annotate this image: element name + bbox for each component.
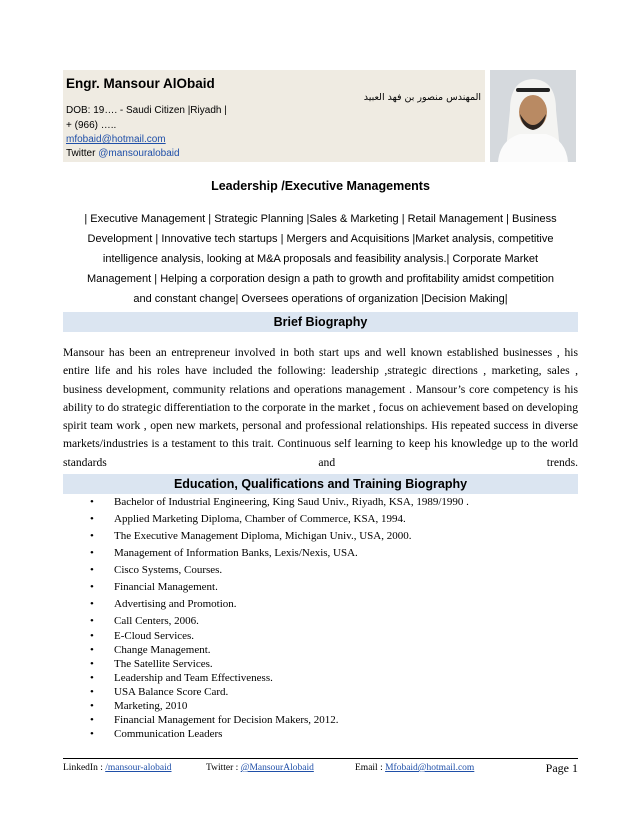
education-list bbox=[90, 496, 469, 742]
leadership-title: Leadership /Executive Managements bbox=[211, 179, 430, 193]
leadership-line: and constant change| Oversees operations of organization |Decision Making| bbox=[133, 293, 508, 305]
phone-line: + (966) ….. bbox=[66, 120, 117, 131]
list-item: • Management of Information Banks, Lexis/Nexis, USA. bbox=[90, 547, 469, 564]
list-item: • Advertising and Promotion. bbox=[90, 598, 469, 615]
person-name: Engr. Mansour AlObaid bbox=[66, 76, 215, 91]
list-item: • E-Cloud Services. bbox=[90, 630, 469, 644]
list-item: • Marketing, 2010 bbox=[90, 700, 469, 714]
footer-email bbox=[355, 763, 474, 773]
linkedin-link[interactable]: /mansour-alobaid bbox=[105, 763, 172, 773]
email-link[interactable]: mfobaid@hotmail.com bbox=[66, 134, 166, 145]
footer-email-label: Email : bbox=[355, 763, 383, 773]
biography-text: Mansour has been an entrepreneur involved in both start ups and well known established businesses , his entire life and his roles have included the following: leadership ,strategic directions , marketing, sales , business development, community relations and operations management . Mansour’s core competency is his ability to do strategic differentiation to the corporate in the market , focus on achievement based on developing spirit team work , open new markets, personal and professional relationships. His repeated success in diverse markets/industries is a testament to this trait. Continuous self learning to keep his knowledge up to the world standards and trends. bbox=[63, 346, 578, 469]
list-item: • Applied Marketing Diploma, Chamber of Commerce, KSA, 1994. bbox=[90, 513, 469, 530]
arabic-name: المهندس منصور بن فهد العبيد bbox=[363, 92, 481, 103]
footer-linkedin bbox=[63, 763, 172, 773]
footer-twitter-label: Twitter : bbox=[206, 763, 239, 773]
list-item: • The Satellite Services. bbox=[90, 658, 469, 672]
twitter-line bbox=[66, 148, 180, 159]
list-item: • Financial Management for Decision Makers, 2012. bbox=[90, 714, 469, 728]
list-item: • Financial Management. bbox=[90, 581, 469, 598]
leadership-line: Development | Innovative tech startups | Mergers and Acquisitions |Market analysis, competitive bbox=[87, 233, 554, 245]
list-item: • Communication Leaders bbox=[90, 728, 469, 742]
page-number: Page 1 bbox=[545, 761, 578, 775]
list-item: • Call Centers, 2006. bbox=[90, 615, 469, 630]
dob-line: DOB: 19…. - Saudi Citizen |Riyadh | bbox=[66, 105, 227, 116]
leadership-text bbox=[63, 209, 578, 309]
footer-twitter bbox=[206, 763, 314, 773]
biography-heading: Brief Biography bbox=[63, 312, 578, 332]
twitter-label: Twitter bbox=[66, 148, 96, 159]
profile-photo bbox=[490, 70, 576, 162]
person-portrait-icon bbox=[490, 70, 576, 162]
list-item: • Change Management. bbox=[90, 644, 469, 658]
list-item: • USA Balance Score Card. bbox=[90, 686, 469, 700]
list-item: • Cisco Systems, Courses. bbox=[90, 564, 469, 581]
footer-twitter-link[interactable]: @MansourAlobaid bbox=[240, 763, 314, 773]
footer-divider bbox=[63, 758, 578, 759]
footer-email-link[interactable]: Mfobaid@hotmail.com bbox=[385, 763, 475, 773]
leadership-line: Management | Helping a corporation design a path to growth and profitability amidst competition bbox=[87, 273, 554, 285]
list-item: • Leadership and Team Effectiveness. bbox=[90, 672, 469, 686]
twitter-handle[interactable]: @mansouralobaid bbox=[98, 148, 180, 159]
leadership-line: | Executive Management | Strategic Planning |Sales & Marketing | Retail Management | Business bbox=[84, 213, 557, 225]
leadership-line: intelligence analysis, looking at M&A proposals and feasibility analysis.| Corporate Market bbox=[102, 253, 539, 265]
list-item: • The Executive Management Diploma, Michigan Univ., USA, 2000. bbox=[90, 530, 469, 547]
linkedin-label: LinkedIn : bbox=[63, 763, 103, 773]
header-info-block bbox=[63, 70, 485, 162]
list-item: • Bachelor of Industrial Engineering, King Saud Univ., Riyadh, KSA, 1989/1990 . bbox=[90, 496, 469, 513]
education-heading: Education, Qualifications and Training Biography bbox=[63, 474, 578, 494]
